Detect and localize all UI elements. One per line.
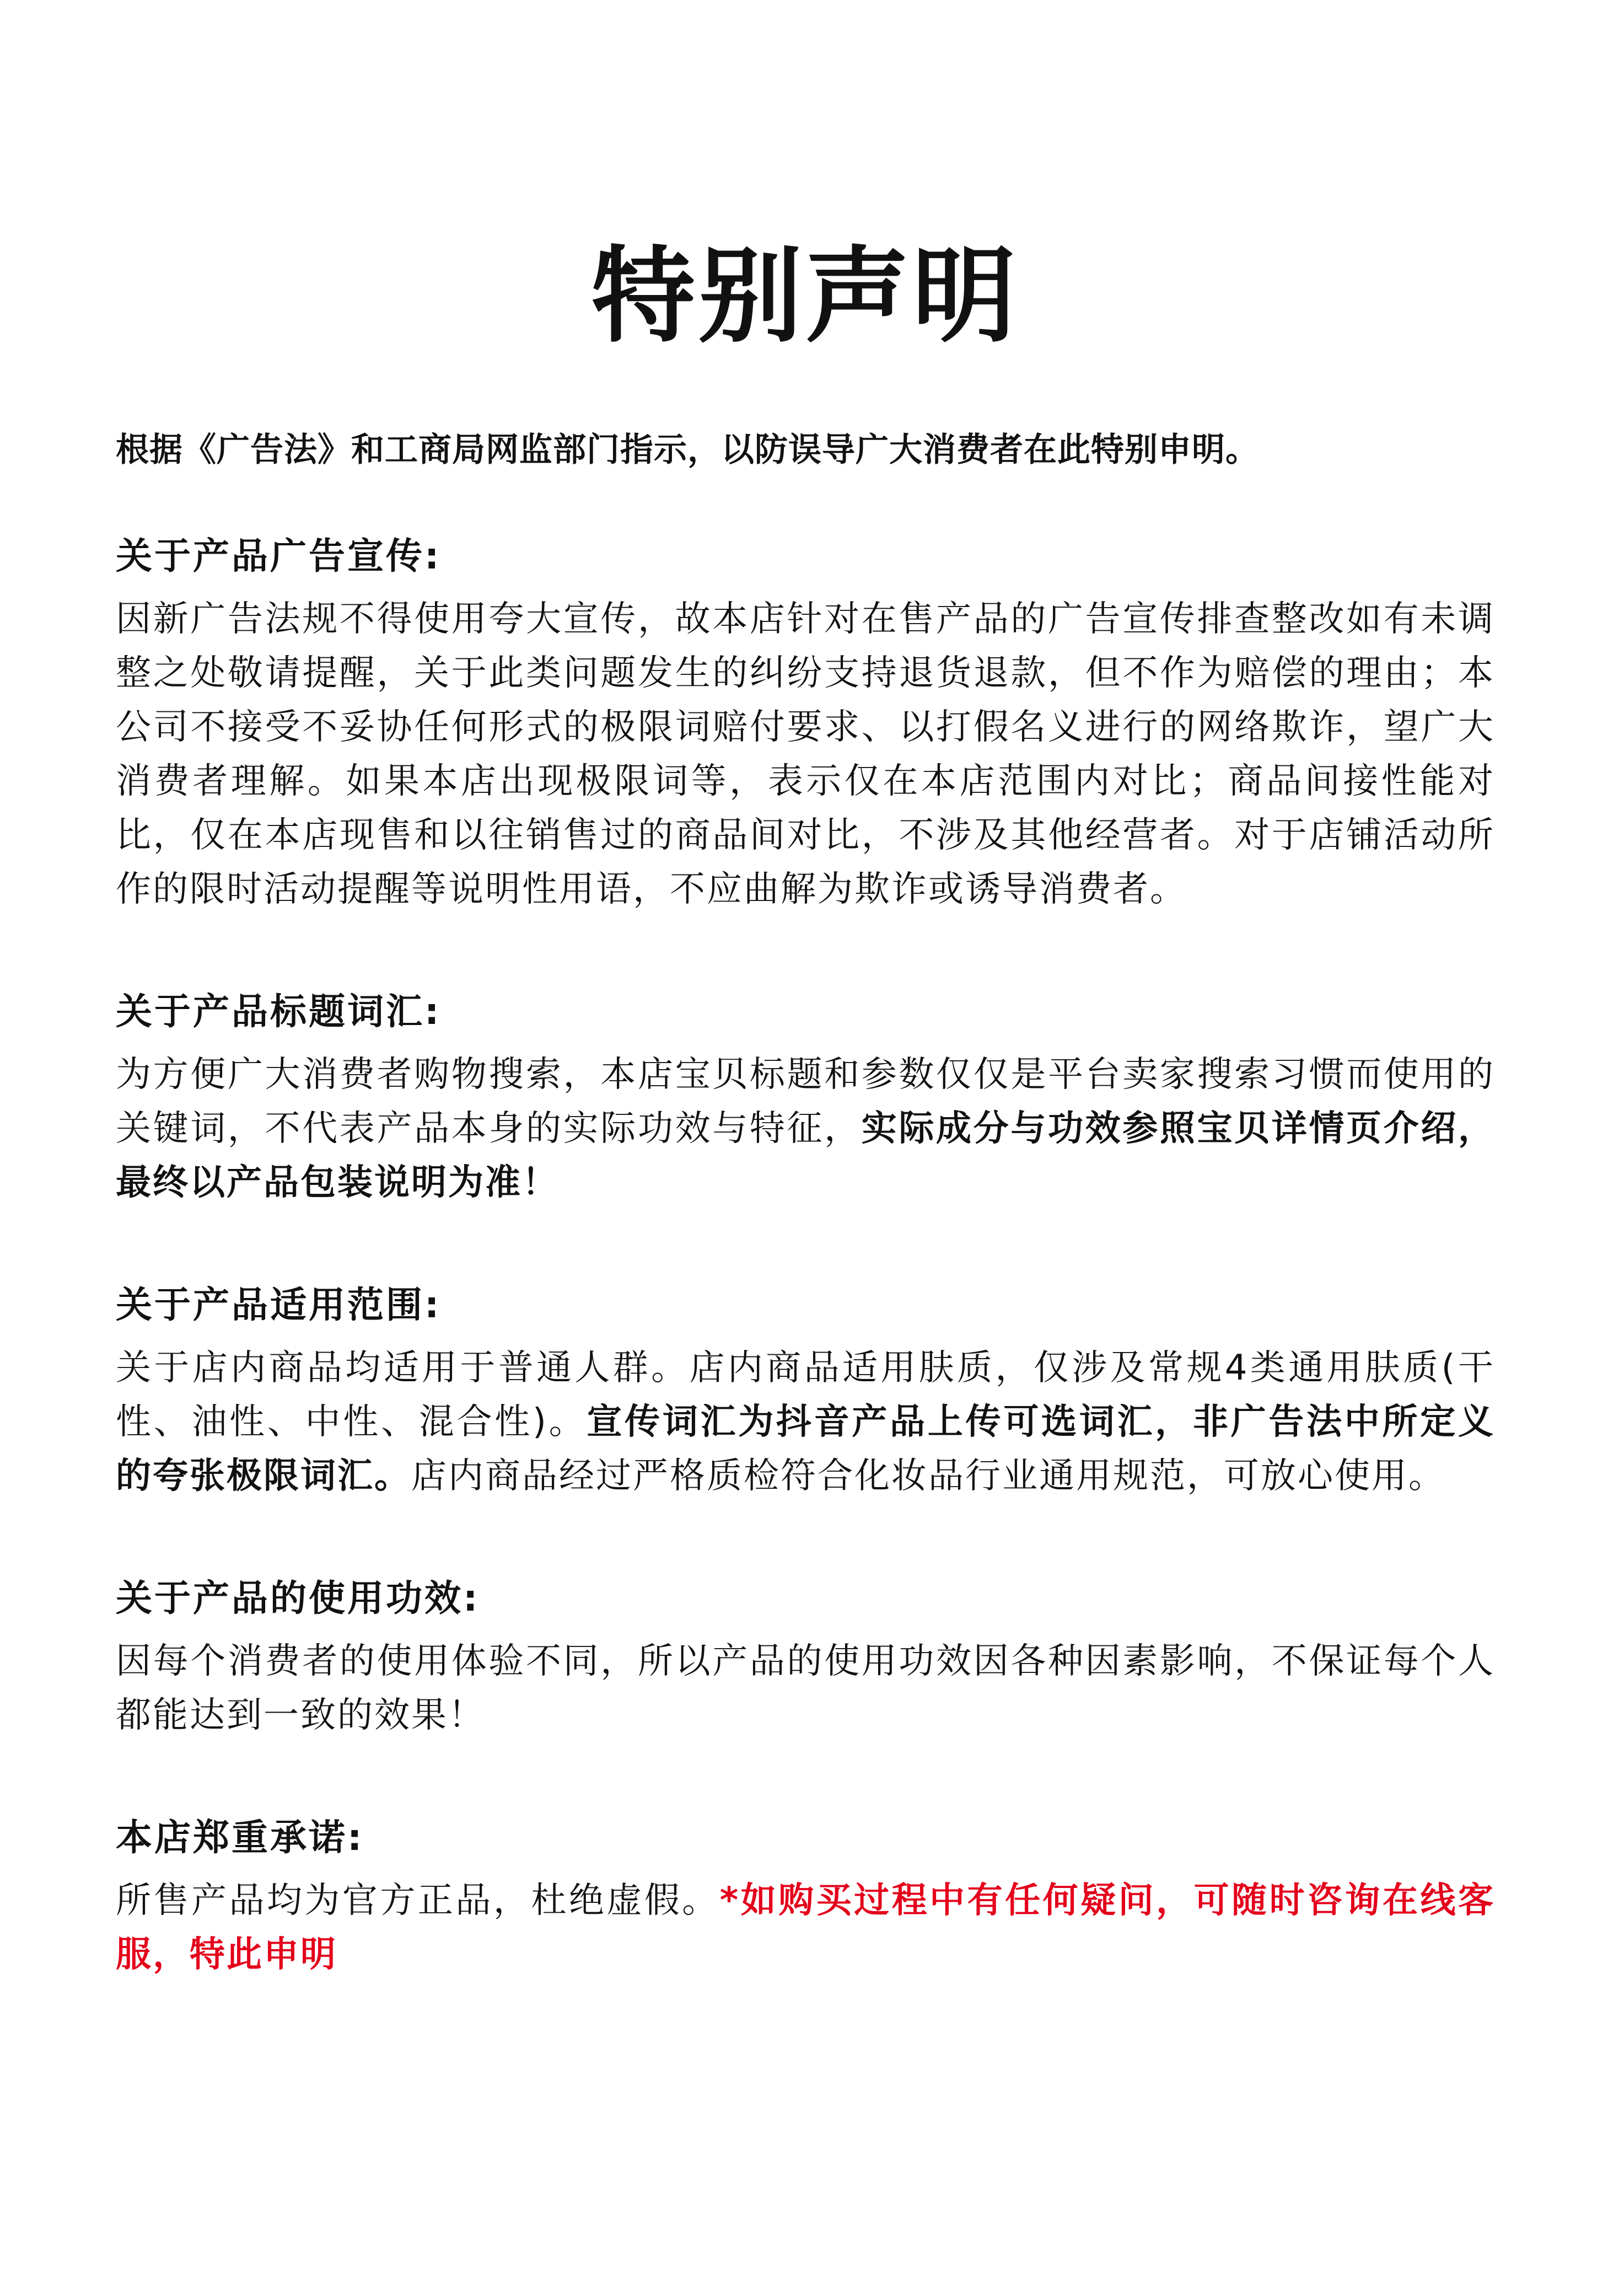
section-body-text: 关于店内商品均适用于普通人群。店内商品适用肤质，仅涉及常规4类通用肤质(干性、油性、中性、混合性)。 (116, 1348, 1495, 1442)
section-heading: 关于产品适用范围: (116, 1284, 442, 1326)
section-body-text-2: 店内商品经过严格质检符合化妆品行业通用规范，可放心使用。 (411, 1456, 1445, 1496)
customer-service-notice: *如购买过程中有任何疑问，可随时咨询在线客服，特此申明 (116, 1880, 1496, 1975)
section-body (116, 1341, 1495, 1503)
section-body (116, 1874, 1495, 1982)
page-title: 特别声明 (591, 236, 1019, 357)
section-body-text: 为方便广大消费者购物搜索，本店宝贝标题和参数仅仅是平台卖家搜索习惯而使用的关键词，不代表产品本身的实际功效与特征， (116, 1054, 1495, 1149)
section-applicable-range (116, 1281, 1495, 1503)
section-heading: 关于产品标题词汇: (116, 990, 442, 1033)
section-body-emphasis: 实际成分与功效参照宝贝详情页介绍，最终以产品包装说明为准！ (116, 1108, 1496, 1203)
section-body (116, 1634, 1495, 1742)
section-promise (116, 1814, 1495, 1982)
section-body-text: 因新广告法规不得使用夸大宣传，故本店针对在售产品的广告宣传排查整改如有未调整之处敬请提醒，关于此类问题发生的纠纷支持退货退款，但不作为赔偿的理由；本公司不接受不妥协任何形式的极限词赔付要求、以打假名义进行的网络欺诈，望广大消费者理解。如果本店出现极限词等，表示仅在本店范围内对比；商品间接性能对比，仅在本店现售和以往销售过的商品间对比，不涉及其他经营者。对于店铺活动所作的限时活动提醒等说明性用语，不应曲解为欺诈或诱导消费者。 (116, 599, 1495, 910)
section-heading: 本店郑重承诺: (116, 1816, 364, 1859)
section-title-vocabulary (116, 988, 1495, 1210)
section-body-emphasis: 宣传词汇为抖音产品上传可选词汇，非广告法中所定义的夸张极限词汇。 (116, 1402, 1496, 1496)
section-body-text: 所售产品均为官方正品，杜绝虚假。 (116, 1880, 720, 1921)
section-heading: 关于产品广告宣传: (116, 535, 442, 577)
intro-text: 根据《广告法》和工商局网监部门指示，以防误导广大消费者在此特别申明。 (116, 431, 1259, 469)
section-heading: 关于产品的使用功效: (116, 1577, 480, 1619)
section-body-text: 因每个消费者的使用体验不同，所以产品的使用功效因各种因素影响，不保证每个人都能达到一致的效果！ (116, 1641, 1495, 1736)
section-body (116, 1048, 1495, 1210)
section-body (116, 592, 1495, 916)
section-advertising (116, 533, 1495, 916)
section-efficacy (116, 1575, 1495, 1742)
